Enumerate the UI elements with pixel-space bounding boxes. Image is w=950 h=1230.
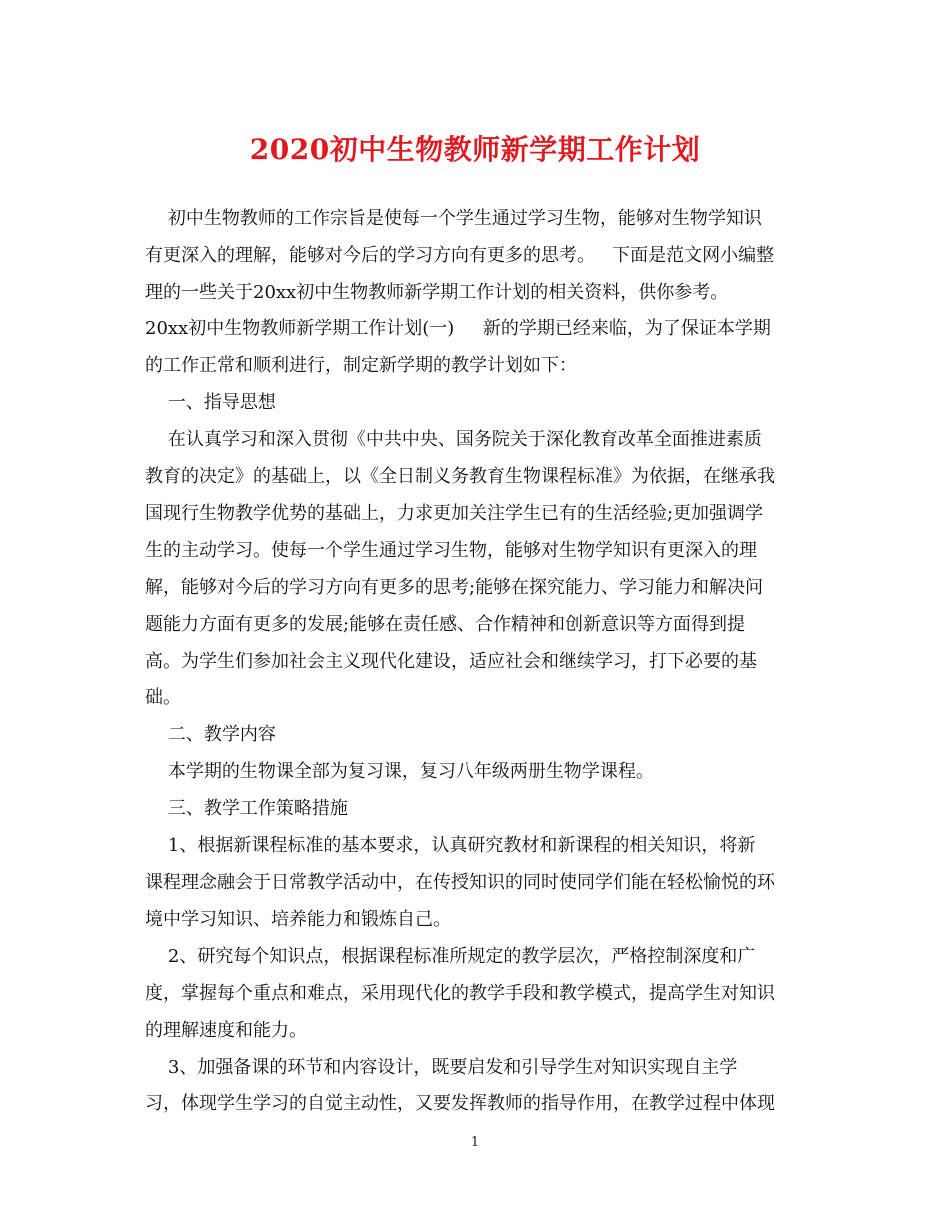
body-line: 20xx初中生物教师新学期工作计划(一) 新的学期已经来临，为了保证本学期 [145,318,771,339]
body-line: 国现行生物教学优势的基础上，力求更加关注学生已有的生活经验;更加强调学 [145,503,764,524]
body-line: 理的一些关于20xx初中生物教师新学期工作计划的相关资料，供你参考。 [145,282,729,303]
section-heading: 二、教学内容 [145,724,276,745]
body-line: 度，掌握每个重点和难点，采用现代化的教学手段和教学模式，提高学生对知识 [145,983,775,1004]
body-line: 在认真学习和深入贯彻《中共中央、国务院关于深化教育改革全面推进素质 [145,429,762,450]
body-line: 有更深入的理解，能够对今后的学习方向有更多的思考。 下面是范文网小编整 [145,245,775,266]
body-line: 3、加强备课的环节和内容设计，既要启发和引导学生对知识实现自主学 [145,1057,738,1078]
page-number: 1 [470,1135,480,1150]
body-line: 境中学习知识、培养能力和锻炼自己。 [145,909,451,930]
body-line: 解，能够对今后的学习方向有更多的思考;能够在探究能力、学习能力和解决问 [145,577,764,598]
document-title: 2020初中生物教师新学期工作计划 [249,133,701,166]
body-line: 本学期的生物课全部为复习课，复习八年级两册生物学课程。 [145,761,654,782]
section-heading: 三、教学工作策略措施 [145,798,348,819]
body-line: 习，体现学生学习的自觉主动性，又要发挥教师的指导作用，在教学过程中体现 [145,1093,775,1114]
body-line: 初中生物教师的工作宗旨是使每一个学生通过学习生物，能够对生物学知识 [145,208,762,229]
body-line: 题能力方面有更多的发展;能够在责任感、合作精神和创新意识等方面得到提 [145,614,746,635]
body-line: 的理解速度和能力。 [145,1020,307,1041]
body-line: 2、研究每个知识点，根据课程标准所规定的教学层次，严格控制深度和广 [145,946,756,967]
body-line: 生的主动学习。使每一个学生通过学习生物，能够对生物学知识有更深入的理 [145,540,757,561]
body-line: 教育的决定》的基础上，以《全日制义务教育生物课程标准》为依据，在继承我 [145,466,775,487]
body-line: 1、根据新课程标准的基本要求，认真研究教材和新课程的相关知识，将新 [145,835,756,856]
section-heading: 一、指导思想 [145,392,276,413]
body-line: 课程理念融会于日常教学活动中，在传授知识的同时使同学们能在轻松愉悦的环 [145,872,775,893]
body-line: 础。 [145,687,181,708]
body-line: 高。为学生们参加社会主义现代化建设，适应社会和继续学习，打下必要的基 [145,651,757,672]
body-line: 的工作正常和顺利进行，制定新学期的教学计划如下： [145,355,577,376]
